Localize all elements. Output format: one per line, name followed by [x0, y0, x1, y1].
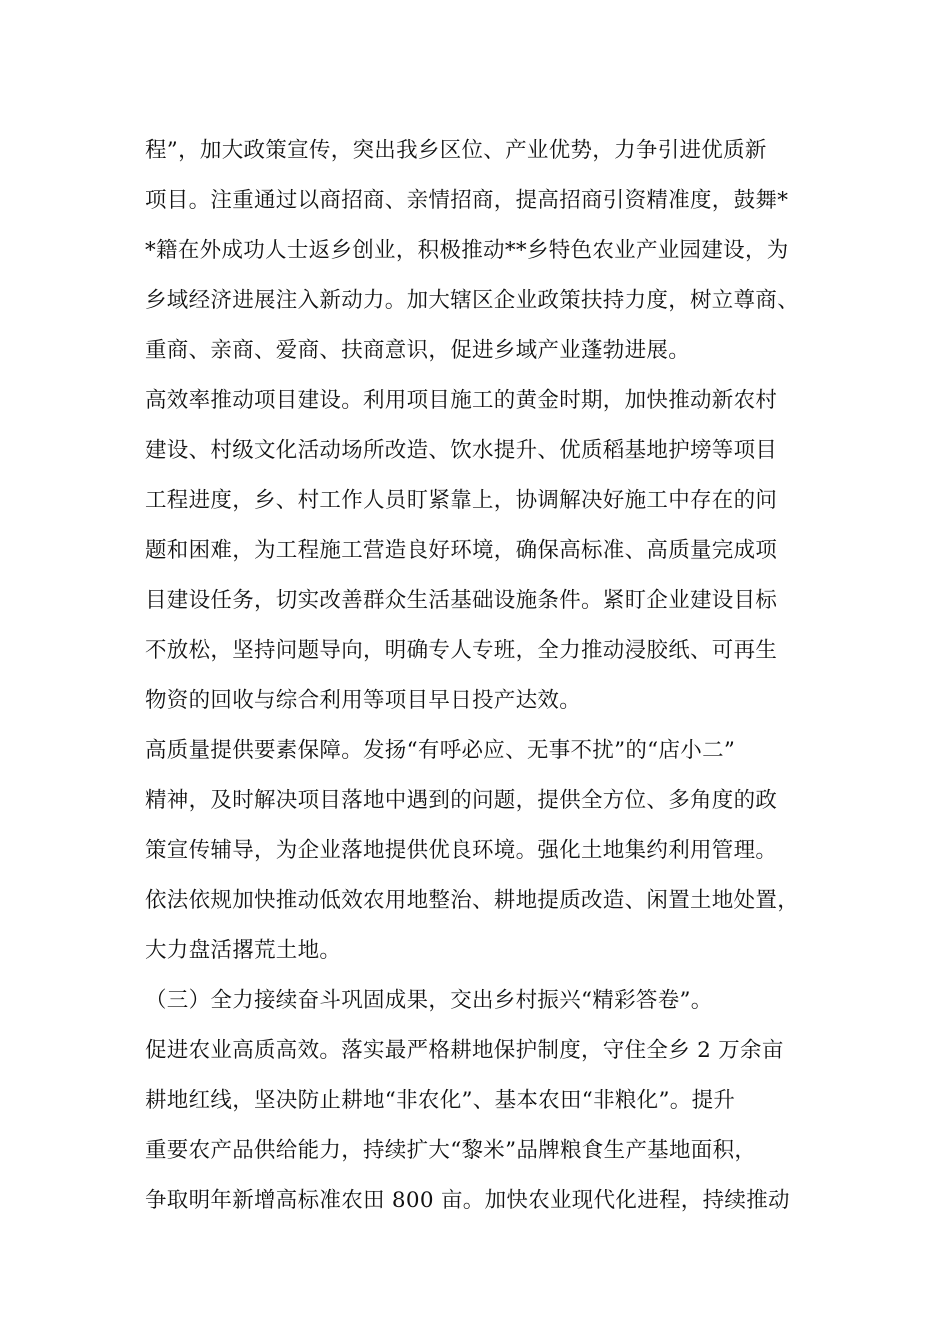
text-line-9: 题和困难，为工程施工营造良好环境，确保高标准、高质量完成项 — [145, 538, 778, 563]
text-line-8: 工程进度，乡、村工作人员盯紧靠上，协调解决好施工中存在的问 — [145, 488, 778, 513]
text-line-13: 高质量提供要素保障。发扬“有呼必应、无事不扰”的“店小二” — [145, 738, 736, 763]
text-line-10: 目建设任务，切实改善群众生活基础设施条件。紧盯企业建设目标 — [145, 588, 778, 613]
text-line-15: 策宣传辅导，为企业落地提供优良环境。强化土地集约利用管理。 — [145, 838, 778, 863]
text-line-14: 精神，及时解决项目落地中遇到的问题，提供全方位、多角度的政 — [145, 788, 778, 813]
text-line-4: 乡域经济进展注入新动力。加大辖区企业政策扶持力度，树立尊商、 — [145, 288, 800, 313]
text-line-5: 重商、亲商、爱商、扶商意识，促进乡域产业蓬勃进展。 — [145, 338, 691, 363]
text-line-1: 程”，加大政策宣传，突出我乡区位、产业优势，力争引进优质新 — [145, 138, 767, 163]
text-line-16: 依法依规加快推动低效农用地整治、耕地提质改造、闲置土地处置， — [145, 888, 800, 913]
text-line-22: 争取明年新增高标准农田 800 亩。加快农业现代化进程，持续推动 — [145, 1188, 790, 1213]
text-line-20: 耕地红线，坚决防止耕地“非农化”、基本农田“非粮化”。提升 — [145, 1088, 736, 1113]
text-line-21: 重要农产品供给能力，持续扩大“黎米”品牌粮食生产基地面积， — [145, 1138, 757, 1163]
text-line-6: 高效率推动项目建设。利用项目施工的黄金时期，加快推动新农村 — [145, 388, 778, 413]
section-heading: （三）全力接续奋斗巩固成果，交出乡村振兴“精彩答卷”。 — [145, 988, 713, 1013]
text-line-19: 促进农业高质高效。落实最严格耕地保护制度，守住全乡 2 万余亩 — [145, 1038, 784, 1063]
text-line-17: 大力盘活撂荒土地。 — [145, 938, 342, 963]
text-line-2: 项目。注重通过以商招商、亲情招商，提高招商引资精准度，鼓舞* — [145, 188, 789, 213]
text-line-12: 物资的回收与综合利用等项目早日投产达效。 — [145, 688, 582, 713]
text-line-7: 建设、村级文化活动场所改造、饮水提升、优质稻基地护塝等项目 — [145, 438, 778, 463]
text-line-11: 不放松，坚持问题导向，明确专人专班，全力推动浸胶纸、可再生 — [145, 638, 778, 663]
text-line-3: *籍在外成功人士返乡创业，积极推动**乡特色农业产业园建设，为 — [145, 238, 789, 263]
